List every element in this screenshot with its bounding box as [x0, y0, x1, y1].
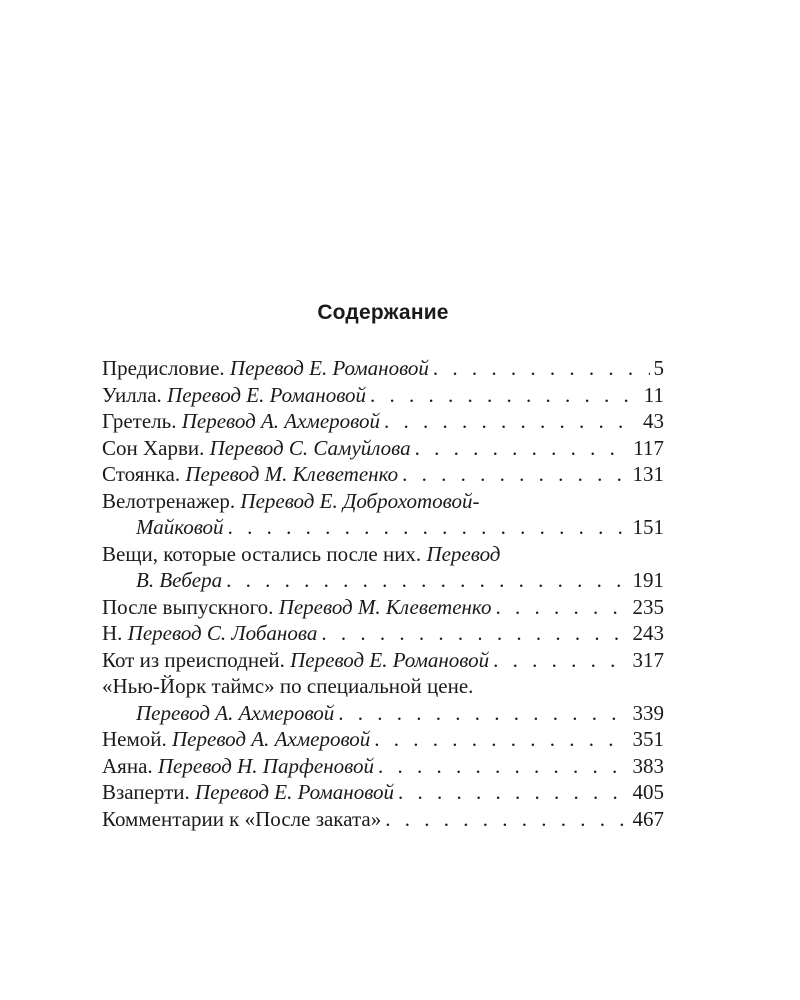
page-number: 11 — [643, 382, 664, 407]
dot-leader — [415, 435, 630, 462]
page-number: 235 — [632, 594, 664, 619]
dot-leader — [384, 408, 639, 435]
entry-title: Аяна. — [102, 753, 153, 778]
page-number: 151 — [632, 515, 664, 539]
toc-line — [102, 700, 664, 727]
dot-leader — [321, 620, 628, 647]
dot-leader — [385, 806, 628, 833]
page-number: 351 — [632, 727, 664, 751]
entry-translator: Перевод Н. Парфеновой — [157, 753, 374, 778]
entry-translator: Перевод Е. Романовой — [167, 382, 367, 407]
toc-entry — [102, 647, 664, 674]
dot-leader — [378, 753, 629, 780]
page-number: 43 — [643, 409, 664, 433]
entry-title: После выпускного. — [102, 594, 274, 619]
toc-line — [102, 673, 664, 700]
entry-translator: Перевод М. Клеветенко — [185, 462, 399, 486]
dot-leader — [370, 382, 640, 409]
toc-line — [102, 753, 664, 780]
toc-line — [102, 567, 664, 594]
entry-translator: Перевод А. Ахмеровой — [136, 700, 335, 725]
toc-entry — [102, 408, 664, 435]
entry-translator: Перевод М. Клеветенко — [278, 594, 492, 619]
toc-entry — [102, 594, 664, 621]
dot-leader — [495, 594, 628, 621]
entry-title: Взаперти. — [102, 780, 190, 804]
toc-line — [102, 514, 664, 541]
toc-line — [102, 647, 664, 674]
page-number: 191 — [632, 568, 664, 592]
entry-translator: Перевод А. Ахмеровой — [172, 727, 371, 751]
toc-heading: Содержание — [317, 301, 449, 324]
dot-leader — [433, 355, 650, 382]
dot-leader — [398, 779, 628, 806]
entry-translator: Перевод — [426, 541, 501, 566]
entry-translator: Перевод Е. Романовой — [195, 780, 395, 804]
page-number: 383 — [632, 753, 664, 778]
toc-line — [102, 620, 664, 647]
page-number: 243 — [632, 621, 664, 645]
page-number: 131 — [632, 462, 664, 486]
toc-entry — [102, 435, 664, 462]
entry-title: Вещи, которые остались после них. — [102, 541, 422, 566]
entry-translator: В. Вебера — [136, 568, 223, 592]
toc-line — [102, 541, 664, 568]
page-number: 467 — [632, 806, 664, 831]
entry-title: Немой. — [102, 727, 167, 751]
toc-entry — [102, 806, 664, 833]
entry-title: Велотренажер. — [102, 488, 236, 513]
toc-entry — [102, 461, 664, 488]
dot-leader — [493, 647, 628, 674]
toc-line — [102, 461, 664, 488]
entry-translator: Перевод С. Самуйлова — [209, 435, 411, 460]
entry-title: Комментарии к «После заката» — [102, 806, 382, 831]
toc-line — [102, 488, 664, 515]
entry-title: Стоянка. — [102, 462, 181, 486]
page-number: 317 — [632, 647, 664, 672]
toc-entry — [102, 620, 664, 647]
toc-line — [102, 355, 664, 382]
entry-translator: Майковой — [136, 515, 224, 539]
entry-translator: Перевод А. Ахмеровой — [181, 409, 380, 433]
page-number: 339 — [632, 700, 664, 725]
toc-line — [102, 779, 664, 806]
entry-translator: Перевод Е. Романовой — [290, 647, 490, 672]
entry-translator: Перевод С. Лобанова — [127, 621, 318, 645]
entry-title: Гретель. — [102, 409, 177, 433]
toc-line — [102, 382, 664, 409]
entry-title: Предисловие. — [102, 356, 225, 380]
toc-entry — [102, 779, 664, 806]
entry-title: Уилла. — [102, 382, 162, 407]
toc-line — [102, 594, 664, 621]
toc-entry — [102, 726, 664, 753]
dot-leader — [402, 461, 628, 488]
toc-line — [102, 806, 664, 833]
table-of-contents — [102, 355, 664, 832]
toc-entry — [102, 488, 664, 541]
entry-title: Кот из преисподней. — [102, 647, 285, 672]
entry-title: Н. — [102, 621, 123, 645]
toc-line — [102, 435, 664, 462]
toc-line — [102, 726, 664, 753]
toc-entry — [102, 673, 664, 726]
page-number: 117 — [633, 435, 664, 460]
entry-title: Сон Харви. — [102, 435, 205, 460]
page-number: 5 — [653, 356, 664, 380]
entry-title: «Нью-Йорк таймс» по специальной цене. — [102, 674, 474, 698]
toc-entry — [102, 541, 664, 594]
toc-line — [102, 408, 664, 435]
dot-leader — [338, 700, 628, 727]
page-number: 405 — [632, 780, 664, 804]
entry-translator: Перевод Е. Доброхотовой- — [240, 488, 480, 513]
entry-translator: Перевод Е. Романовой — [229, 356, 429, 380]
toc-entry — [102, 753, 664, 780]
dot-leader — [226, 567, 628, 594]
dot-leader — [228, 514, 629, 541]
toc-entry — [102, 355, 664, 382]
toc-entry — [102, 382, 664, 409]
dot-leader — [374, 726, 628, 753]
